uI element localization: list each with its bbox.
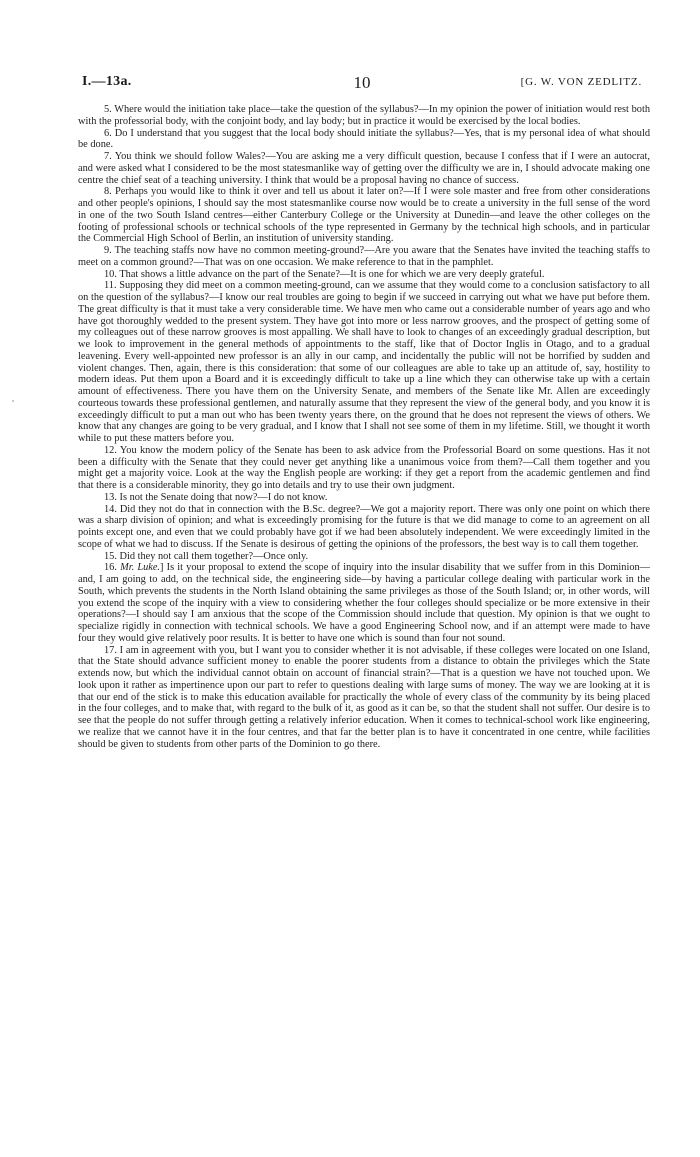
page-header xyxy=(82,74,642,90)
paragraph-q15: 15. Did they not call them together?—Once only. xyxy=(104,550,309,562)
margin-speck xyxy=(12,400,14,402)
paragraph-q12: 12. You know the modern policy of the Senate has been to ask advice from the Professorial Board on some questions. Has it not been a difficulty with the Senate that they could never get anything like a unanimous voice from them?—Call them together and you might get a majority voice. Look at the way the English people are working: if they get a report from the academic gentlemen and find that there is a considerable minority, they go into details and try to use their own judgment. xyxy=(78,444,650,491)
paragraph-q9: 9. The teaching staffs now have no common meeting-ground?—Are you aware that the Senates have invited the teaching staffs to meet on a common ground?—That was on one occasion. We make reference to that in the pamphlet. xyxy=(78,245,650,268)
paragraph-q10: 10. That shows a little advance on the part of the Senate?—It is one for which we are very deeply grateful. xyxy=(104,268,545,280)
paragraph-q13: 13. Is not the Senate doing that now?—I do not know. xyxy=(104,491,328,503)
question-number: 16. xyxy=(104,562,117,574)
paragraph-q11: 11. Supposing they did meet on a common meeting-ground, can we assume that they would come to a conclusion satisfactory to all on the question of the syllabus?—I know our real troubles are going to begin if we succeed in carrying out what we have put before them. The great difficulty is that it must take a very considerable time. We have men who came out a considerable number of years ago and who have got thoroughly wedded to the present system. They have got into more or less narrow grooves, and the prospect of getting some of my colleagues out of these narrow grooves is most appalling. We shall have to look to changes of an exceedingly gradual description, but we look to improvement in the general methods of appointments to the staff, like that of Doctor Inglis in Otago, and to a gradual leavening. Every well-appointed new professor is an ally in our camp, and incidentally the public will not be horrified by sudden and violent changes. Then, again, there is this consideration: that some of our colleagues are able to take up an attitude of, say, hostility to modern ideas. Put them upon a Board and it is exceedingly difficult to take up a line which they can otherwise take up with a certain amount of effectiveness. There you have them on the University Senate, and members of the Senate like Mr. Allen are exceedingly courteous towards these professional gentlemen, and naturally assume that they represent the view of the general body, and you know it is exceedingly difficult to put a man out who has been twenty years there, on the ground that he does not represent the views of others. We know that any changes are going to be very gradual, and I know that I shall not see some of them in my lifetime. Still, we thought it worth while to put these matters before you. xyxy=(78,280,650,444)
paragraph-q14: 14. Did they not do that in connection with the B.Sc. degree?—We got a majority report. There was only one point on which there was a sharp division of opinion; and what is exceedingly promising for the future is that we did manage to come to an agreement on all points except one, and even that we could probably have got if we had been absolutely independent. We were exceedingly limited in the scope of what we had to discuss. If the Senate is desirous of getting the opinions of the professors, the best way is to call them together. xyxy=(78,503,650,550)
evidence-body xyxy=(78,104,650,750)
page-number: 10 xyxy=(353,73,371,92)
paragraph-q6: 6. Do I understand that you suggest that the local body should initiate the syllabus?—Yes, that is my personal idea of what should be done. xyxy=(78,127,650,151)
paragraph-q5: 5. Where would the initiation take place—take the question of the syllabus?—In my opinion the power of initiation would rest both with the professorial body, with the conjoint body, and lay body; but in practice it would be exercised by the local bodies. xyxy=(78,104,650,127)
witness-name: [G. W. VON ZEDLITZ. xyxy=(520,76,642,88)
speaker-name: Mr. Luke. xyxy=(120,562,161,574)
paragraph-q16-text: ] Is it your proposal to extend the scope of inquiry into the insular disability that we suffer from in this Dominion—and, I am going to add, on the technical side, the engineering side—by having a particular college dealing with particular work in the South, which prevents the students in the North Island obtaining the same privileges as those of the South Island; or, in other words, will you extend the scope of the inquiry with a view to considering whether the four colleges should specialize or be more extensive in their operations?—I should say I am anxious that the scope of the Commission should include that question. My opinion is that we ought to specialize rigidly in connection with technical schools. We have a good Engineering School now, and if an attempt were made to have four they would give relatively poor results. It is better to have one which is sound than four not sound. xyxy=(78,562,651,644)
paragraph-q17: 17. I am in agreement with you, but I want you to consider whether it is not advisable, if these colleges were located on one Island, that the State should advance sufficient money to enable the poorer students from a distance to obtain the privileges which the State extends now, but which the individual cannot obtain on account of financial strain?—That is a question we have not touched upon. We look upon it rather as impertinence upon our part to refer to questions dealing with large sums of money. The way we are looking at it is that our end of the stick is to make this education available for practically the whole of every class of the community by its being placed in the four colleges, and to make that, with regard to the bulk of it, as good as it can be, so that the student shall not suffer. Our desire is to see that the people do not suffer through getting a relatively inferior education. When it comes to technical-school work like engineering, we realize that we cannot have it in the four centres, and that far the better plan is to have it concentrated in one centre, while facilities should be given to students from other parts of the Dominion to go there. xyxy=(78,644,650,750)
document-reference: I.—13a. xyxy=(82,74,132,89)
paragraph-q7: 7. You think we should follow Wales?—You are asking me a very difficult question, because I confess that if I were an autocrat, and were asked what I considered to be the most statesmanlike way of getting over the difficulty we are in, I should advocate making one centre the chief seat of a teaching university. I think that would be a proposal having no chance of success. xyxy=(78,151,650,186)
paragraph-q16 xyxy=(78,562,650,644)
paragraph-q8: 8. Perhaps you would like to think it over and tell us about it later on?—If I were sole master and free from other considerations and other people's opinions, I should say the most statesmanlike course now would be to create a university in the full sense of the word in one of the two South Island centres—either Canterbury College or the University at Dunedin—and leave the other colleges on the footing of professional schools or technical schools of the type represented in Germany by the technical high schools, and in particular the Commercial High School of Berlin, an institution of university standing. xyxy=(78,186,650,245)
